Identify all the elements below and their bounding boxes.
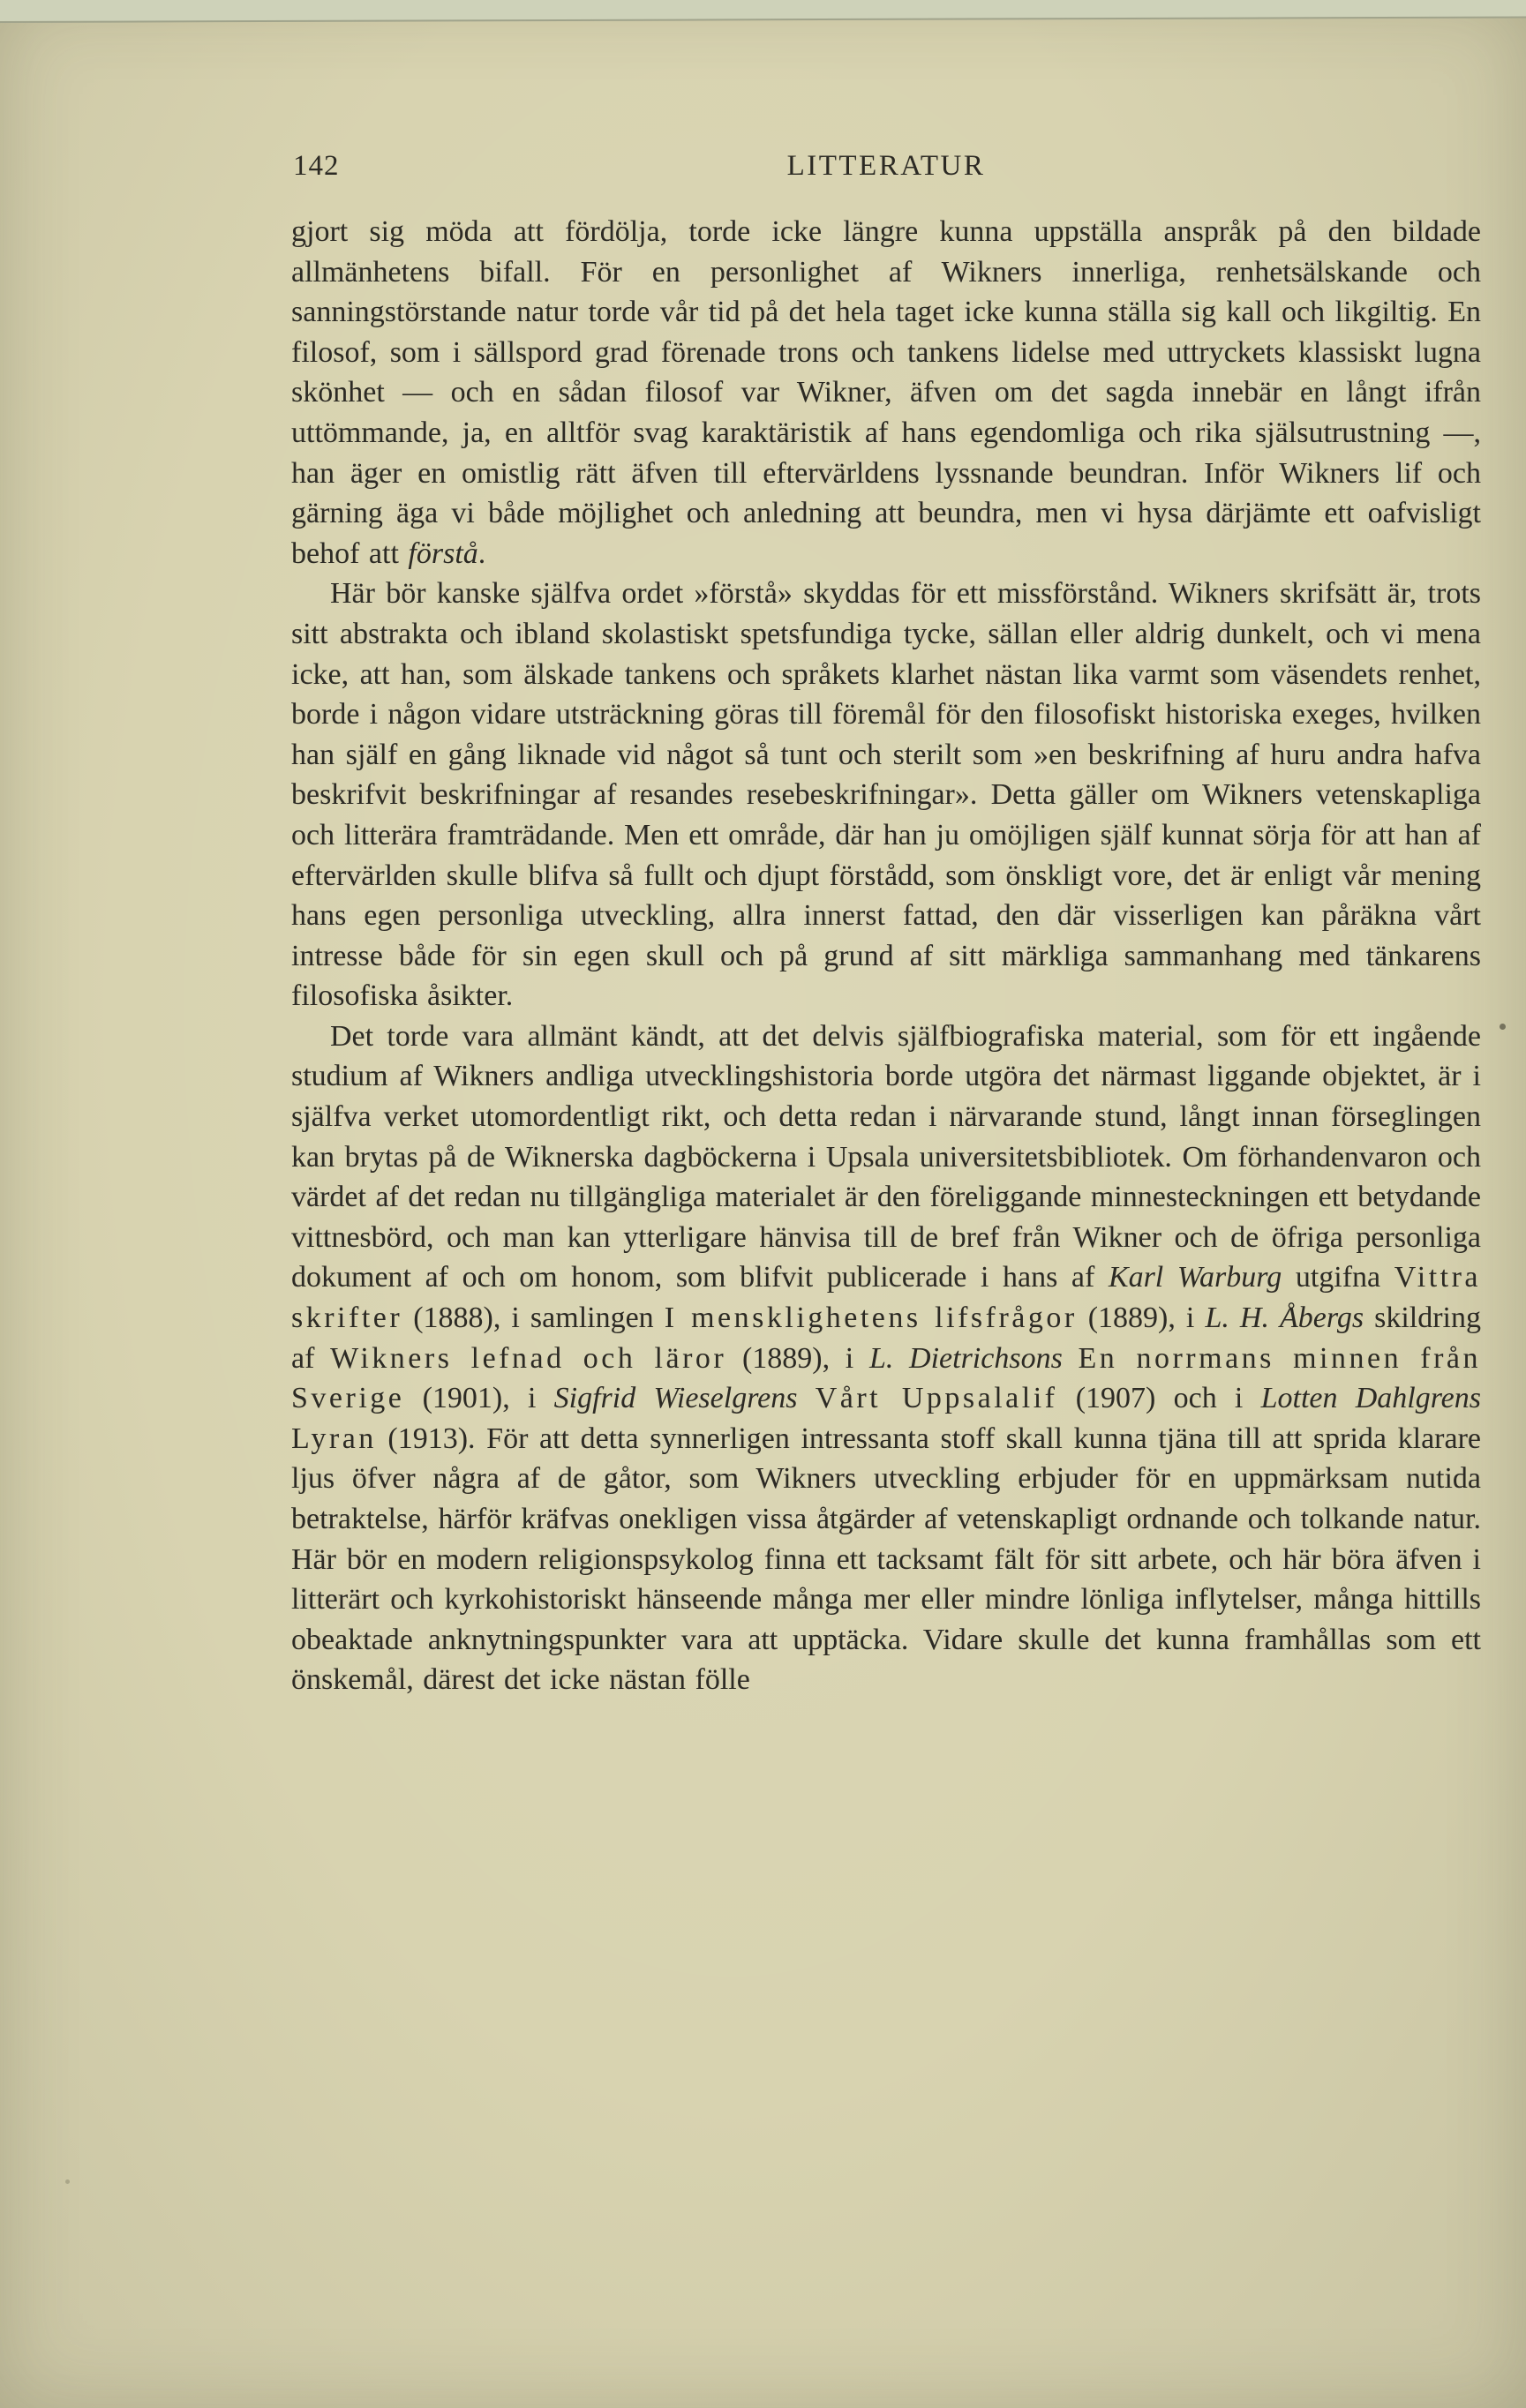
text-block [291, 148, 1481, 1700]
text-run: (1889), i [726, 1341, 869, 1375]
running-header-title: LITTERATUR [786, 150, 986, 182]
text-run: (1889), i [1077, 1302, 1206, 1335]
text-run: (1907) och i [1057, 1382, 1261, 1415]
italic-text-run: Karl Warburg [1108, 1261, 1282, 1294]
text-run: utgifna [1282, 1261, 1394, 1294]
text-run: . [477, 536, 486, 570]
text-run [797, 1382, 815, 1414]
running-header [291, 148, 1481, 191]
scan-speck [65, 2179, 70, 2184]
italic-text-run: L. H. Åbergs [1205, 1302, 1364, 1335]
italic-text-run: Lotten Dahlgrens [1260, 1382, 1482, 1415]
letterspaced-text-run: Wikners lefnad och läror [330, 1341, 727, 1375]
italic-text-run: L. Dietrichsons [868, 1341, 1063, 1375]
scan-speck [1500, 1024, 1506, 1030]
letterspaced-text-run: Vittra skrifter [291, 1261, 1481, 1335]
text-run: (1888), i samlingen [402, 1302, 665, 1335]
page-scan-top-edge [0, 0, 1526, 23]
body-paragraph [291, 1016, 1481, 1700]
page-number: 142 [293, 150, 340, 182]
text-run: (1913). För att detta synnerligen intressanta stoff skall kunna tjäna till att sprida klarare ljus öfver några af de gåtor, som Wikners utveckling erbjuder för en uppmärksam nutida betraktelse, härför kräfvas onekligen vissa åtgärder af vetenskapligt ordnande och tolkande natur. Här bör en modern religionspsykolog finna ett tacksamt fält för sitt arbete, och här böra äfven i litterärt och kyrkohistoriskt hänseende många mer eller mindre lönliga inflytelser, många hittills obeaktade anknytningspunkter vara att upptäcka. Vidare skulle det kunna framhållas som ett önskemål, därest det icke nästan fölle [291, 1422, 1481, 1697]
text-run: Det torde vara allmänt kändt, att det delvis själfbiografiska material, som för ett ingående studium af Wikners andliga utvecklingshistoria borde utgöra det närmast liggande objektet, är i själfva verket utomordentligt rikt, och detta redan i närvarande stund, långt innan förseglingen kan brytas på de Wiknerska dagböckerna i Upsala universitetsbibliotek. Om förhandenvaron och värdet af det redan nu tillgängliga materialet är den föreliggande minnesteckningen ett betydande vittnesbörd, och man kan ytterligare hänvisa till de bref från Wikner och de öfriga personliga dokument af och om honom, som blifvit publicerade i hans af [291, 1019, 1481, 1294]
text-run [1063, 1342, 1079, 1375]
text-run: Här bör kanske själfva ordet »förstå» skyddas för ett missförstånd. Wikners skrifsätt är, trots sitt abstrakta och ibland skolastiskt spetsfundiga tycke, sällan eller aldrig dunkelt, och vi mena icke, att han, som älskade tankens och språkets klarhet nästan lika varmt som väsendets renhet, borde i någon vidare utsträckning göras till föremål för den filosofiskt historiska exeges, hvilken han själf en gång liknade vid något så tunt och sterilt som »en beskrifning af huru andra hafva beskrifvit beskrifningar af resandes resebeskrifningar». Detta gäller om Wikners vetenskapliga och litterära framträdande. Men ett område, där han ju omöjligen själf kunnat sörja för att han af eftervärlden skulle blifva så fullt och djupt förstådd, som önskligt vore, det är enligt vår mening hans egen personliga utveckling, allra innerst fattad, den där visserligen kan påräkna vårt intresse både för sin egen skull och på grund af sitt märkliga sammanhang med tänkarens filosofiska åsikter. [291, 577, 1481, 1013]
italic-text-run: Sigfrid Wieselgrens [553, 1382, 798, 1415]
letterspaced-text-run: En norrmans minnen från Sverige [291, 1341, 1482, 1415]
text-run: skildring af [291, 1302, 1482, 1375]
text-run: (1901), i [404, 1382, 554, 1415]
italic-text-run: förstå [408, 536, 478, 570]
text-run: gjort sig möda att fördölja, torde icke längre kunna uppställa anspråk på den bildade allmänhetens bifall. För en personlighet af Wikners innerliga, renhetsälskande och sanningstörstande natur torde vår tid på det hela taget icke kunna ställa sig kall och likgiltig. En filosof, som i sällspord grad förenade trons och tankens lidelse med uttryckets klassiskt lugna skönhet — och en sådan filosof var Wikner, äfven om det sagda innebär en långt ifrån uttömmande, ja, en alltför svag karaktäristik af hans egendomliga och rika själsutrustning —, han äger en omistlig rätt äfven till eftervärldens lyssnande beundran. Inför Wikners lif och gärning äga vi både möjlighet och anledning att beundra, men vi hysa därjämte ett oafvisligt behof att [291, 215, 1481, 570]
letterspaced-text-run: I mensklighetens lifsfrågor [664, 1302, 1078, 1335]
body-paragraph [291, 212, 1481, 574]
letterspaced-text-run: Vårt Uppsalalif [815, 1382, 1058, 1415]
body-paragraph [291, 574, 1481, 1016]
letterspaced-text-run: Lyran [291, 1422, 377, 1455]
